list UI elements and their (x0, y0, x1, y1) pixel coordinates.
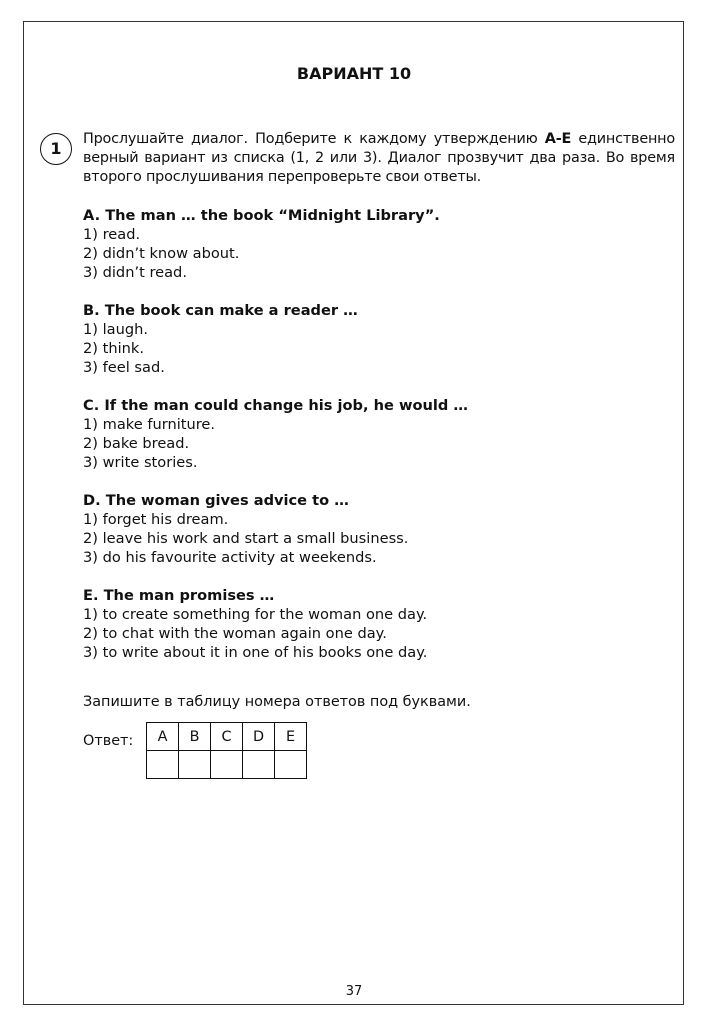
answer-option: 1) forget his dream. (83, 511, 229, 528)
task-number-badge: 1 (40, 133, 72, 165)
answer-cell-e[interactable] (275, 751, 307, 779)
answer-option: 1) read. (83, 226, 141, 243)
answer-header-c: C (211, 723, 243, 751)
question-d (83, 491, 408, 567)
question-a (83, 206, 440, 282)
answer-table (146, 722, 307, 779)
answer-option: 1) make furniture. (83, 416, 216, 433)
page-number: 37 (345, 984, 363, 999)
question-stem: D. The woman gives advice to … (83, 492, 349, 509)
answer-option: 1) to create something for the woman one day. (83, 606, 428, 623)
question-stem: A. The man … the book “Midnight Library”. (83, 207, 440, 224)
answer-header-d: D (243, 723, 275, 751)
answer-option: 2) leave his work and start a small business. (83, 530, 409, 547)
answer-label: Ответ: (83, 733, 134, 749)
instructions-letters: A-E (544, 131, 572, 147)
table-instruction: Запишите в таблицу номера ответов под буквами. (83, 694, 471, 710)
answer-cell-c[interactable] (211, 751, 243, 779)
answer-header-b: B (179, 723, 211, 751)
answer-option: 1) laugh. (83, 321, 149, 338)
answer-cell-d[interactable] (243, 751, 275, 779)
question-b (83, 301, 358, 377)
answer-header-e: E (275, 723, 307, 751)
answer-cell-a[interactable] (147, 751, 179, 779)
question-stem: C. If the man could change his job, he would … (83, 397, 469, 414)
answer-option: 3) didn’t read. (83, 264, 187, 281)
answer-option: 3) to write about it in one of his books one day. (83, 644, 428, 661)
instructions-text-continued: единственно верный вариант из списка (1, 2 или 3). Диалог прозвучит два раза. Во время второго прослушивания перепроверьте свои ответы. (83, 131, 675, 185)
page-title: ВАРИАНТ 10 (296, 64, 412, 83)
answer-option: 2) think. (83, 340, 144, 357)
answer-cell-b[interactable] (179, 751, 211, 779)
answer-header-a: A (147, 723, 179, 751)
answer-option: 3) write stories. (83, 454, 198, 471)
answer-option: 2) to chat with the woman again one day. (83, 625, 387, 642)
question-c (83, 396, 468, 472)
answer-option: 3) feel sad. (83, 359, 165, 376)
answer-table-header-row (147, 723, 307, 751)
answer-option: 3) do his favourite activity at weekends. (83, 549, 377, 566)
answer-option: 2) bake bread. (83, 435, 190, 452)
instructions-text: Прослушайте диалог. Подберите к каждому утверждению (83, 131, 545, 147)
question-stem: B. The book can make a reader … (83, 302, 358, 319)
task-instructions (83, 130, 675, 187)
question-stem: E. The man promises … (83, 587, 275, 604)
answer-option: 2) didn’t know about. (83, 245, 240, 262)
question-e (83, 586, 427, 662)
answer-table-input-row (147, 751, 307, 779)
